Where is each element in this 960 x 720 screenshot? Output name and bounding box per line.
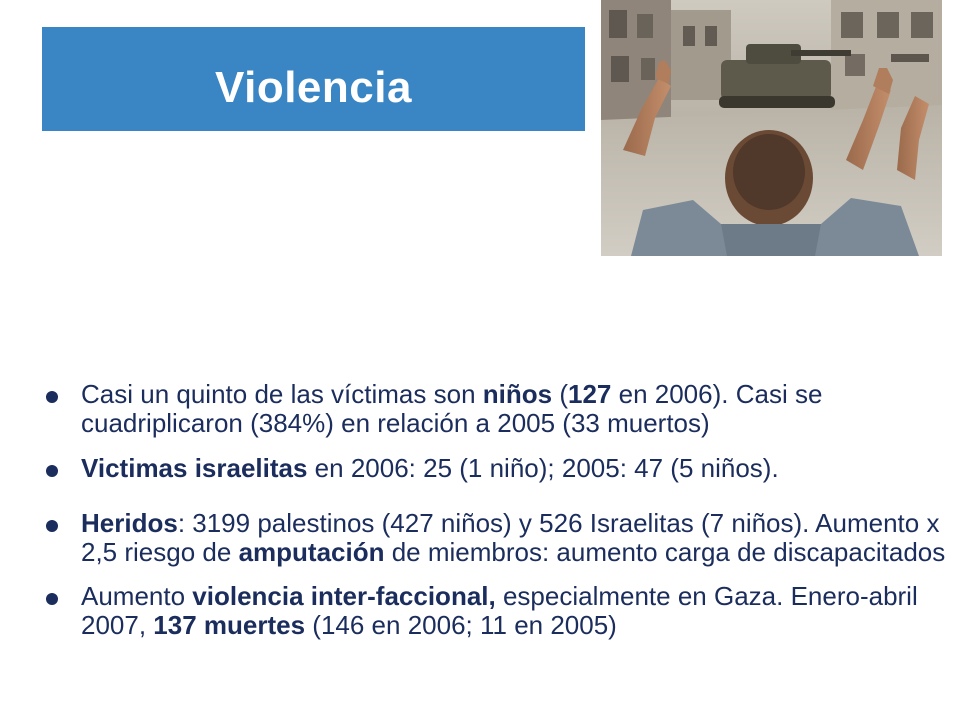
bullet-item <box>46 509 951 567</box>
bullet-dot <box>46 593 58 605</box>
bullet-emphasis: 137 muertes <box>153 610 306 640</box>
bullet-text: de miembros: aumento carga de discapacitados <box>384 537 946 567</box>
bullet-item <box>46 380 951 438</box>
bullet-text: especialmente en Gaza. Enero-abril 2007, <box>81 581 918 640</box>
bullet-emphasis: 127 <box>568 379 612 409</box>
bullet-text: : 3199 palestinos (427 niños) y 526 Israelitas (7 niños). Aumento x 2,5 riesgo de <box>81 508 940 567</box>
bullet-dot <box>46 391 58 403</box>
bullet-text: Aumento <box>81 581 193 611</box>
bullet-text: (146 en 2006; 11 en 2005) <box>305 610 617 640</box>
bullet-item <box>46 454 951 483</box>
bullet-text: en 2006). Casi se cuadriplicaron (384%) en relación a 2005 (33 muertos) <box>81 379 823 438</box>
bullet-emphasis: violencia inter-faccional, <box>192 581 496 611</box>
bullet-emphasis: niños <box>482 379 553 409</box>
bullet-emphasis: Victimas israelitas <box>81 453 308 483</box>
bullet-emphasis: amputación <box>238 537 385 567</box>
slide-title: Violencia <box>215 63 412 112</box>
bullet-text: ( <box>552 379 568 409</box>
soldier-tank-photo <box>601 0 942 256</box>
bullet-text: en 2006: 25 (1 niño); 2005: 47 (5 niños). <box>307 453 779 483</box>
bullet-emphasis: Heridos <box>81 508 178 538</box>
bullet-item <box>46 582 951 640</box>
bullet-dot <box>46 465 58 477</box>
bullet-text: Casi un quinto de las víctimas son <box>81 379 483 409</box>
bullet-list <box>46 380 951 640</box>
bullet-dot <box>46 520 58 532</box>
photo-illustration <box>601 0 942 256</box>
